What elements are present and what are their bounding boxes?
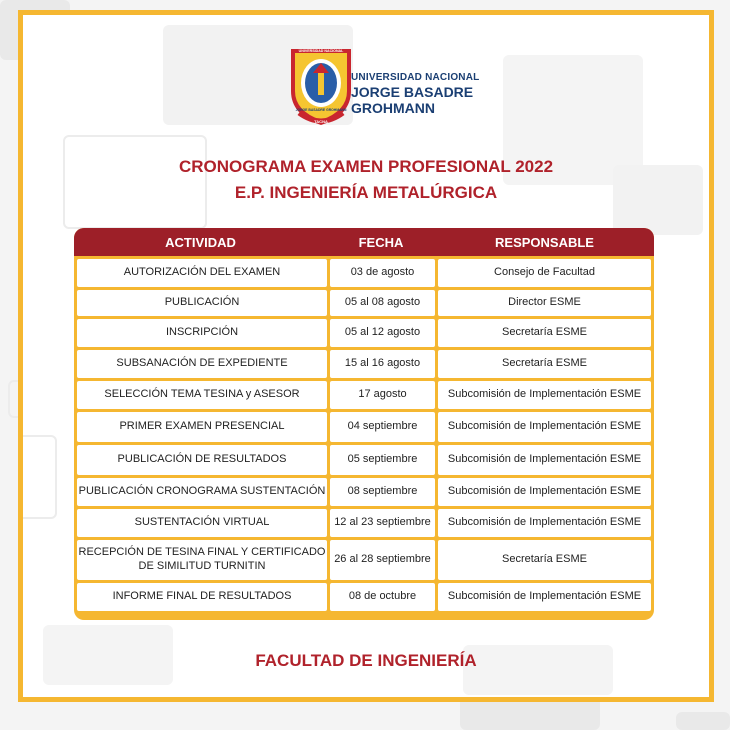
university-name-line2: JORGE BASADRE	[351, 84, 474, 100]
seal-text-top: UNIVERSIDAD NACIONAL	[298, 49, 344, 53]
cell-fecha: 17 agosto	[330, 381, 435, 409]
cell-actividad: RECEPCIÓN DE TESINA FINAL Y CERTIFICADO DE SIMILITUD TURNITIN	[77, 540, 327, 580]
table-row	[77, 290, 651, 316]
table-body	[77, 259, 651, 614]
table-row	[77, 319, 651, 347]
cell-actividad: SUSTENTACIÓN VIRTUAL	[77, 509, 327, 537]
cell-fecha: 12 al 23 septiembre	[330, 509, 435, 537]
background-shape	[676, 712, 730, 730]
cell-responsable: Secretaría ESME	[438, 319, 651, 347]
cell-fecha: 04 septiembre	[330, 412, 435, 442]
university-logo	[285, 43, 485, 133]
cell-fecha: 26 al 28 septiembre	[330, 540, 435, 580]
cell-responsable: Consejo de Facultad	[438, 259, 651, 287]
cell-responsable: Director ESME	[438, 290, 651, 316]
cell-actividad: PUBLICACIÓN DE RESULTADOS	[77, 445, 327, 475]
cell-actividad: INFORME FINAL DE RESULTADOS	[77, 583, 327, 611]
header-responsable: RESPONSABLE	[495, 234, 594, 250]
header-fecha: FECHA	[358, 234, 404, 250]
university-seal-icon	[285, 43, 357, 129]
background-shape	[23, 435, 57, 519]
university-name-line3: GROHMANN	[351, 100, 435, 116]
university-name-line1: UNIVERSIDAD NACIONAL	[351, 72, 480, 83]
schedule-table	[74, 228, 654, 620]
cell-responsable: Subcomisión de Implementación ESME	[438, 381, 651, 409]
cell-responsable: Secretaría ESME	[438, 540, 651, 580]
poster-frame	[18, 10, 714, 702]
cell-actividad: SUBSANACIÓN DE EXPEDIENTE	[77, 350, 327, 378]
table-row	[77, 509, 651, 537]
footer-faculty: FACULTAD DE INGENIERÍA	[255, 651, 477, 670]
cell-fecha: 08 septiembre	[330, 478, 435, 506]
table-row	[77, 350, 651, 378]
page-subtitle: E.P. INGENIERÍA METALÚRGICA	[234, 183, 498, 202]
cell-actividad: PUBLICACIÓN CRONOGRAMA SUSTENTACIÓN	[77, 478, 327, 506]
university-name	[351, 73, 479, 115]
cell-fecha: 08 de octubre	[330, 583, 435, 611]
cell-actividad: INSCRIPCIÓN	[77, 319, 327, 347]
cell-actividad: AUTORIZACIÓN DEL EXAMEN	[77, 259, 327, 287]
page-title: CRONOGRAMA EXAMEN PROFESIONAL 2022	[178, 157, 554, 176]
cell-fecha: 15 al 16 agosto	[330, 350, 435, 378]
cell-actividad: PRIMER EXAMEN PRESENCIAL	[77, 412, 327, 442]
background-shape	[63, 135, 207, 229]
cell-actividad: PUBLICACIÓN	[77, 290, 327, 316]
seal-text-base: TACNA	[314, 119, 328, 124]
cell-responsable: Subcomisión de Implementación ESME	[438, 478, 651, 506]
table-row	[77, 259, 651, 287]
table-row	[77, 583, 651, 611]
cell-responsable: Subcomisión de Implementación ESME	[438, 445, 651, 475]
cell-actividad: SELECCIÓN TEMA TESINA y ASESOR	[77, 381, 327, 409]
table-row	[77, 478, 651, 506]
cell-responsable: Secretaría ESME	[438, 350, 651, 378]
header-actividad: ACTIVIDAD	[165, 234, 236, 250]
cell-responsable: Subcomisión de Implementación ESME	[438, 509, 651, 537]
cell-fecha: 05 septiembre	[330, 445, 435, 475]
cell-responsable: Subcomisión de Implementación ESME	[438, 412, 651, 442]
table-row	[77, 540, 651, 580]
cell-fecha: 05 al 08 agosto	[330, 290, 435, 316]
table-row	[77, 381, 651, 409]
table-header	[74, 228, 654, 256]
cell-responsable: Subcomisión de Implementación ESME	[438, 583, 651, 611]
table-row	[77, 445, 651, 475]
cell-fecha: 03 de agosto	[330, 259, 435, 287]
seal-text-bottom: JORGE BASADRE GROHMANN	[295, 108, 347, 112]
table-row	[77, 412, 651, 442]
cell-fecha: 05 al 12 agosto	[330, 319, 435, 347]
